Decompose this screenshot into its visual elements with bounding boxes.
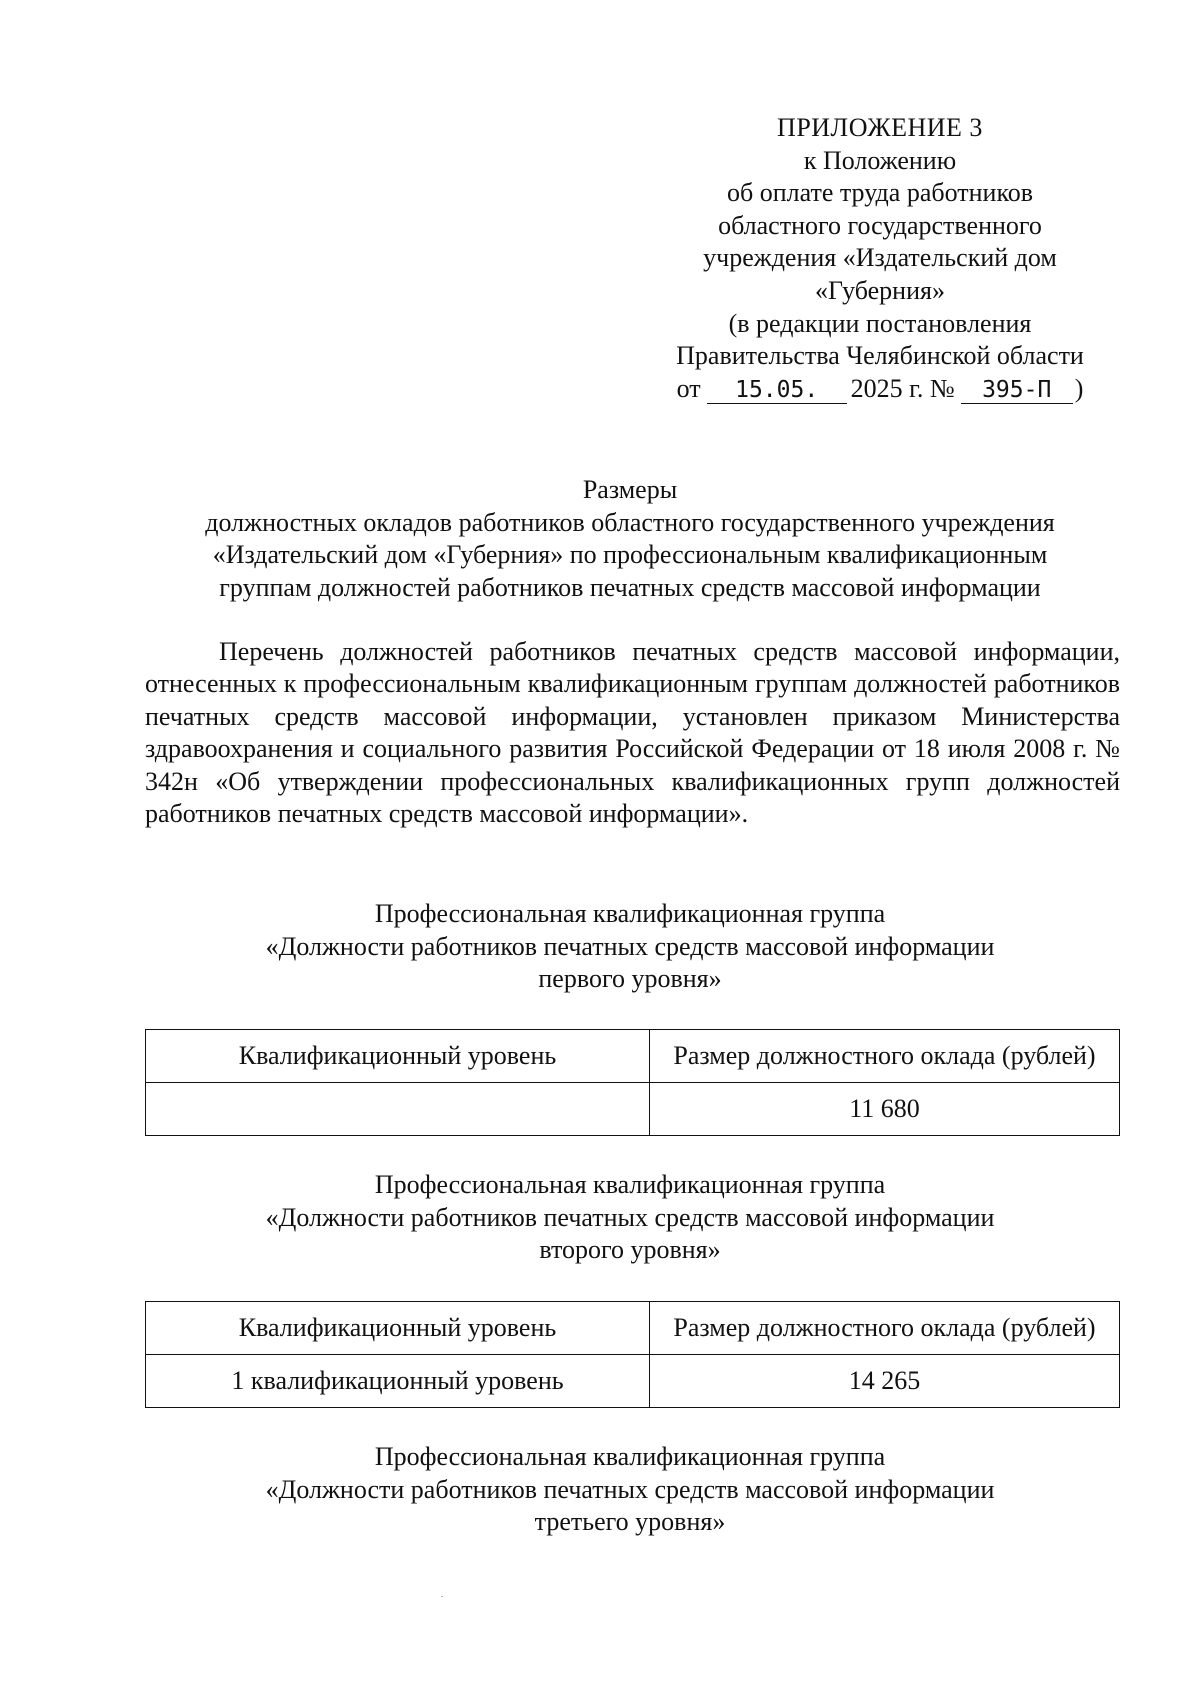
document-heading <box>140 474 1120 604</box>
heading-subtitle-line: группам должностей работников печатных средств массовой информации <box>219 572 1041 602</box>
group-title-line: второго уровня» <box>539 1235 721 1265</box>
group-title-line: Профессиональная квалификационная группа <box>374 899 886 928</box>
resolution-year: 2025 г. № <box>850 373 955 403</box>
cell-salary: 14 265 <box>650 1355 1120 1408</box>
header-qualification-level: Квалификационный уровень <box>146 1030 650 1083</box>
cell-salary: 11 680 <box>650 1083 1120 1136</box>
appendix-line: областного государственного <box>718 210 1042 240</box>
salary-table-second-level <box>145 1301 1120 1408</box>
resolution-date: 15.05. <box>707 377 847 404</box>
group-title-line: «Должности работников печатных средств массовой информации <box>265 1202 995 1232</box>
header-salary-size: Размер должностного оклада (рублей) <box>650 1030 1120 1083</box>
date-prefix: от <box>676 373 701 403</box>
group-title-third-level <box>140 1441 1120 1539</box>
resolution-number: 395-П <box>961 377 1073 404</box>
appendix-title: ПРИЛОЖЕНИЕ 3 <box>777 113 983 142</box>
group-title-second-level <box>140 1169 1120 1267</box>
cell-qualification-level <box>146 1083 650 1136</box>
table-row <box>146 1083 1120 1136</box>
group-title-line: Профессиональная квалификационная группа <box>374 1170 886 1199</box>
heading-title: Размеры <box>582 475 678 504</box>
appendix-line: к Положению <box>803 145 957 175</box>
heading-subtitle-line: должностных окладов работников областного государственного учреждения <box>205 507 1055 537</box>
group-title-line: «Должности работников печатных средств массовой информации <box>265 931 995 961</box>
group-title-first-level <box>140 898 1120 996</box>
group-title-line: Профессиональная квалификационная группа <box>374 1442 886 1471</box>
closing-paren: ) <box>1074 373 1084 403</box>
group-title-line: первого уровня» <box>538 964 722 994</box>
appendix-block <box>640 112 1120 405</box>
cell-qualification-level: 1 квалификационный уровень <box>146 1355 650 1408</box>
group-title-line: «Должности работников печатных средств массовой информации <box>265 1474 995 1504</box>
table-header-row <box>146 1030 1120 1083</box>
table-header-row <box>146 1302 1120 1355</box>
heading-subtitle-line: «Издательский дом «Губерния» по профессиональным квалификационным <box>212 540 1048 570</box>
table-row <box>146 1355 1120 1408</box>
scan-speck <box>441 1596 443 1597</box>
appendix-line: «Губерния» <box>815 275 945 305</box>
header-qualification-level: Квалификационный уровень <box>146 1302 650 1355</box>
intro-paragraph: Перечень должностей работников печатных средств массовой информации, отнесенных к профессиональным квалификационным группам должностей работников печатных средств массовой информации, установлен приказом Министерства здравоохранения и социального развития Российской Федерации от 18 июля 2008 г. № 342н «Об утверждении профессиональных квалификационных групп должностей работников печатных средств массовой информации». <box>145 637 1120 829</box>
group-title-line: третьего уровня» <box>534 1507 726 1537</box>
appendix-line: Правительства Челябинской области <box>676 341 1084 371</box>
header-salary-size: Размер должностного оклада (рублей) <box>650 1302 1120 1355</box>
appendix-line: об оплате труда работников <box>726 178 1034 208</box>
appendix-line: учреждения «Издательский дом <box>703 243 1057 273</box>
appendix-line: (в редакции постановления <box>728 308 1032 338</box>
resolution-date-line <box>640 373 1120 406</box>
salary-table-first-level <box>145 1029 1120 1136</box>
